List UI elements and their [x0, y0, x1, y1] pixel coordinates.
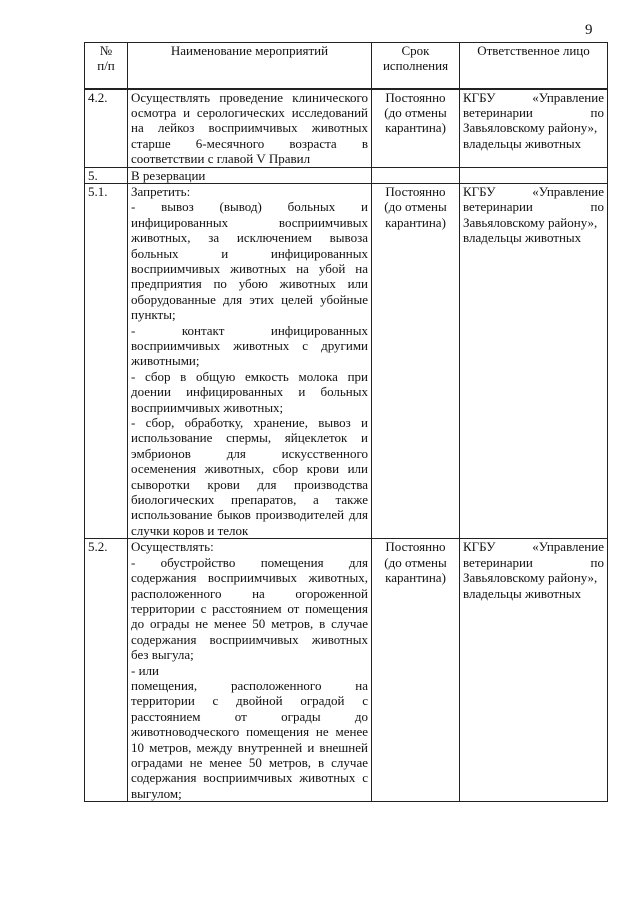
row-term: Постоянно (до отмены карантина)	[372, 539, 460, 802]
header-measures: Наименование мероприятий	[128, 43, 372, 89]
row-number: 5.1.	[85, 183, 128, 538]
row-responsible: КГБУ «Управление ветеринарии по Завьяловскому району», владельцы животных	[460, 539, 608, 802]
table-row	[85, 183, 608, 538]
row-number: 4.2.	[85, 89, 128, 168]
row-term	[372, 167, 460, 183]
row-responsible	[460, 167, 608, 183]
row-term: Постоянно (до отмены карантина)	[372, 183, 460, 538]
row-responsible: КГБУ «Управление ветеринарии по Завьяловскому району», владельцы животных	[460, 183, 608, 538]
header-term: Срок исполнения	[372, 43, 460, 89]
row-measure: Осуществлять проведение клинического осмотра и серологических исследований на лейкоз восприимчивых животных старше 6-месячного возраста в соответствии с главой V Правил	[128, 89, 372, 168]
row-number: 5.	[85, 167, 128, 183]
table-row	[85, 89, 608, 168]
measures-table	[84, 42, 608, 802]
row-term: Постоянно (до отмены карантина)	[372, 89, 460, 168]
table-header-row	[85, 43, 608, 89]
row-measure: Запретить: - вывоз (вывод) больных и инфицированных восприимчивых животных, за исключением вывоза больных и инфицированных восприимчивых животных на убой на предприятия по убою животных или оборудованные для этих целей убойные пункты; - контакт инфицированных восприимчивых животных с другими животными; - сбор в общую емкость молока при доении инфицированных и больных восприимчивых животных; - сбор, обработку, хранение, вывоз и использование спермы, яйцеклеток и эмбрионов для искусственного осеменения животных, сбор крови или сыворотки крови для производства биологических препаратов, а также использование быков производителей для случки коров и телок	[128, 183, 372, 538]
row-measure: В резервации	[128, 167, 372, 183]
page-number: 9	[585, 22, 593, 38]
row-measure: Осуществлять: - обустройство помещения для содержания восприимчивых животных, расположенного на огороженной территории с расстоянием от помещения до ограды не менее 50 метров, в случае содержания восприимчивых животных без выгула; - или помещения, расположенного на территории с двойной оградой с расстоянием от ограды до животноводческого помещения не менее 10 метров, между внутренней и внешней оградами не менее 50 метров, в случае содержания восприимчивых животных с выгулом;	[128, 539, 372, 802]
header-responsible: Ответственное лицо	[460, 43, 608, 89]
header-number: № п/п	[85, 43, 128, 89]
row-responsible: КГБУ «Управление ветеринарии по Завьяловскому району», владельцы животных	[460, 89, 608, 168]
row-number: 5.2.	[85, 539, 128, 802]
table-row	[85, 167, 608, 183]
table-row	[85, 539, 608, 802]
